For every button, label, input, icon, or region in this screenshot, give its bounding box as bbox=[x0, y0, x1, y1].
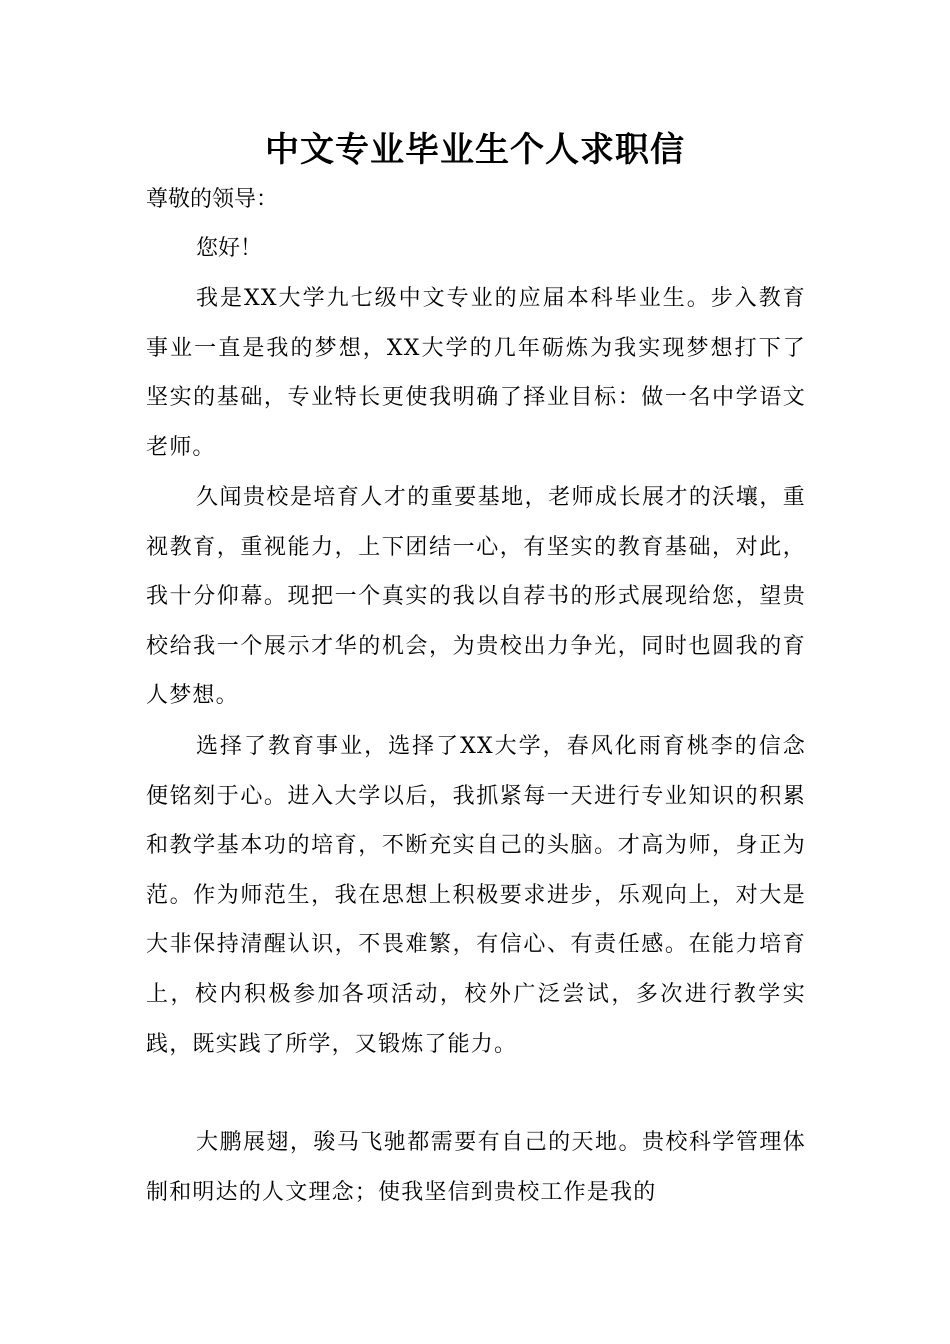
salutation: 尊敬的领导： bbox=[146, 187, 279, 212]
greeting: 您好！ bbox=[196, 236, 263, 261]
paragraph-introduction: 我是XX大学九七级中文专业的应届本科毕业生。步入教育事业一直是我的梦想，XX大学的几年砺炼为我实现梦想打下了坚实的基础，专业特长更使我明确了择业目标：做一名中学语文老师。 bbox=[146, 286, 806, 460]
document-title: 中文专业毕业生个人求职信 bbox=[265, 130, 685, 170]
paragraph-school-praise: 久闻贵校是培育人才的重要基地，老师成长展才的沃壤，重视教育，重视能力，上下团结一心，有坚实的教育基础，对此，我十分仰幕。现把一个真实的我以自荐书的形式展现给您，望贵校给我一个展示才华的机会，为贵校出力争光，同时也圆我的育人梦想。 bbox=[146, 485, 806, 709]
paragraph-aspiration: 大鹏展翅，骏马飞驰都需要有自己的天地。贵校科学管理体制和明达的人文理念；使我坚信到贵校工作是我的 bbox=[146, 1130, 806, 1205]
paragraph-university-experience: 选择了教育事业，选择了XX大学，春风化雨育桃李的信念便铭刻于心。进入大学以后，我抓紧每一天进行专业知识的积累和教学基本功的培育，不断充实自己的头脑。才高为师，身正为范。作为师范生，我在思想上积极要求进步，乐观向上，对大是大非保持清醒认识，不畏难繁，有信心、有责任感。在能力培育上，校内积极参加各项活动，校外广泛尝试，多次进行教学实践，既实践了所学，又锻炼了能力。 bbox=[146, 734, 806, 1057]
